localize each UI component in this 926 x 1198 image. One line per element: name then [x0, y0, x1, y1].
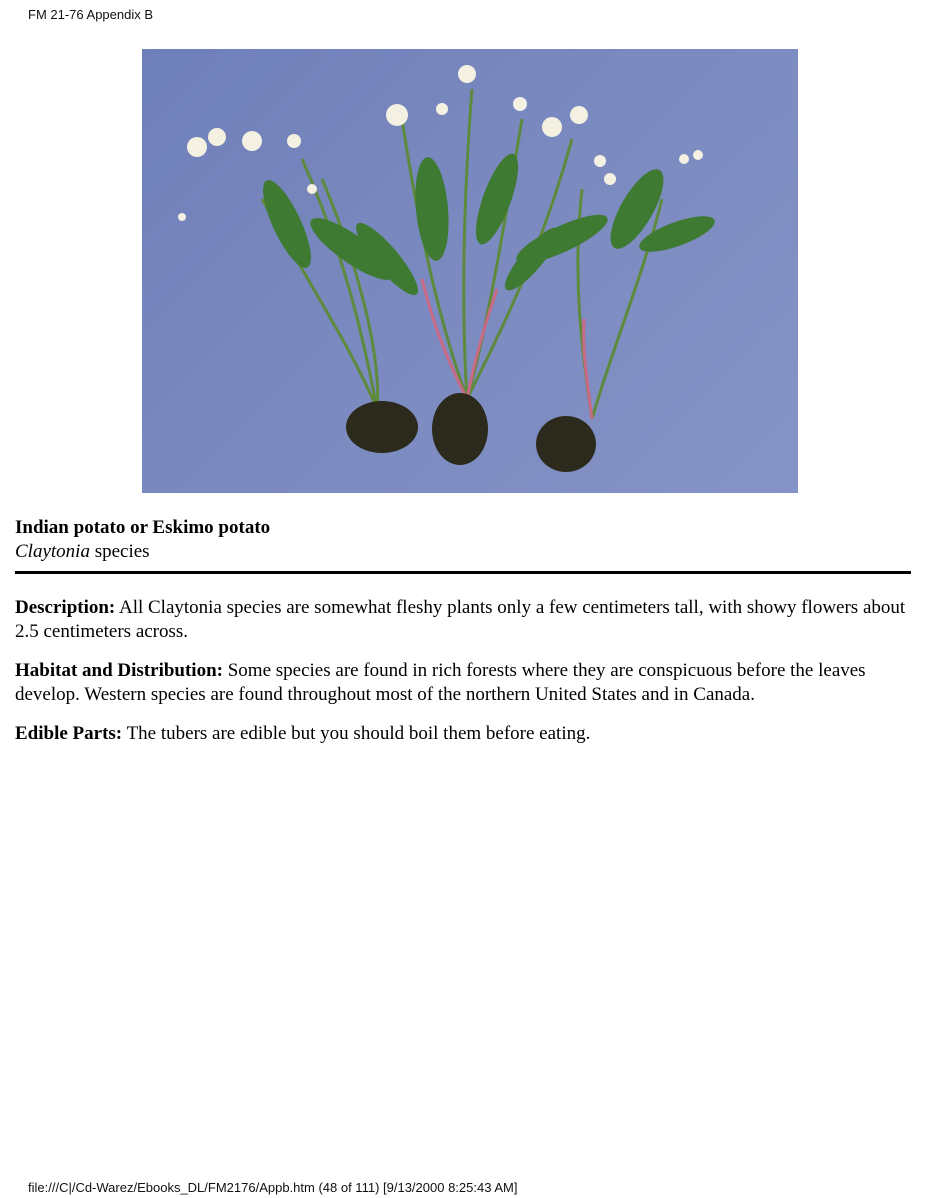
description-text: All Claytonia species are somewhat fleshy plants only a few centimeters tall, with showy flowers about 2.5 centimeters across. [15, 597, 906, 642]
scientific-suffix: species [94, 541, 150, 562]
plant-photo [142, 49, 798, 493]
habitat-label: Habitat and Distribution: [15, 660, 223, 681]
section-divider [15, 571, 911, 574]
page-header: FM 21-76 Appendix B [28, 7, 154, 22]
page-footer: file:///C|/Cd-Warez/Ebooks_DL/FM2176/Appb.htm (48 of 111) [9/13/2000 8:25:43 AM] [28, 1180, 518, 1195]
plant-scientific-name [15, 541, 150, 563]
claytonia-illustration [142, 49, 798, 493]
edible-parts-label: Edible Parts: [15, 723, 123, 744]
edible-parts-text: The tubers are edible but you should boil them before eating. [126, 723, 591, 744]
description-label: Description: [15, 597, 116, 618]
description-paragraph [15, 596, 915, 644]
habitat-text: Some species are found in rich forests where they are conspicuous before the leaves develop. Western species are found throughout most of the northern United States and in Canada. [15, 660, 866, 705]
plant-common-name: Indian potato or Eskimo potato [15, 517, 271, 538]
habitat-paragraph [15, 659, 915, 707]
scientific-genus: Claytonia [15, 541, 90, 562]
edible-parts-paragraph [15, 722, 915, 746]
